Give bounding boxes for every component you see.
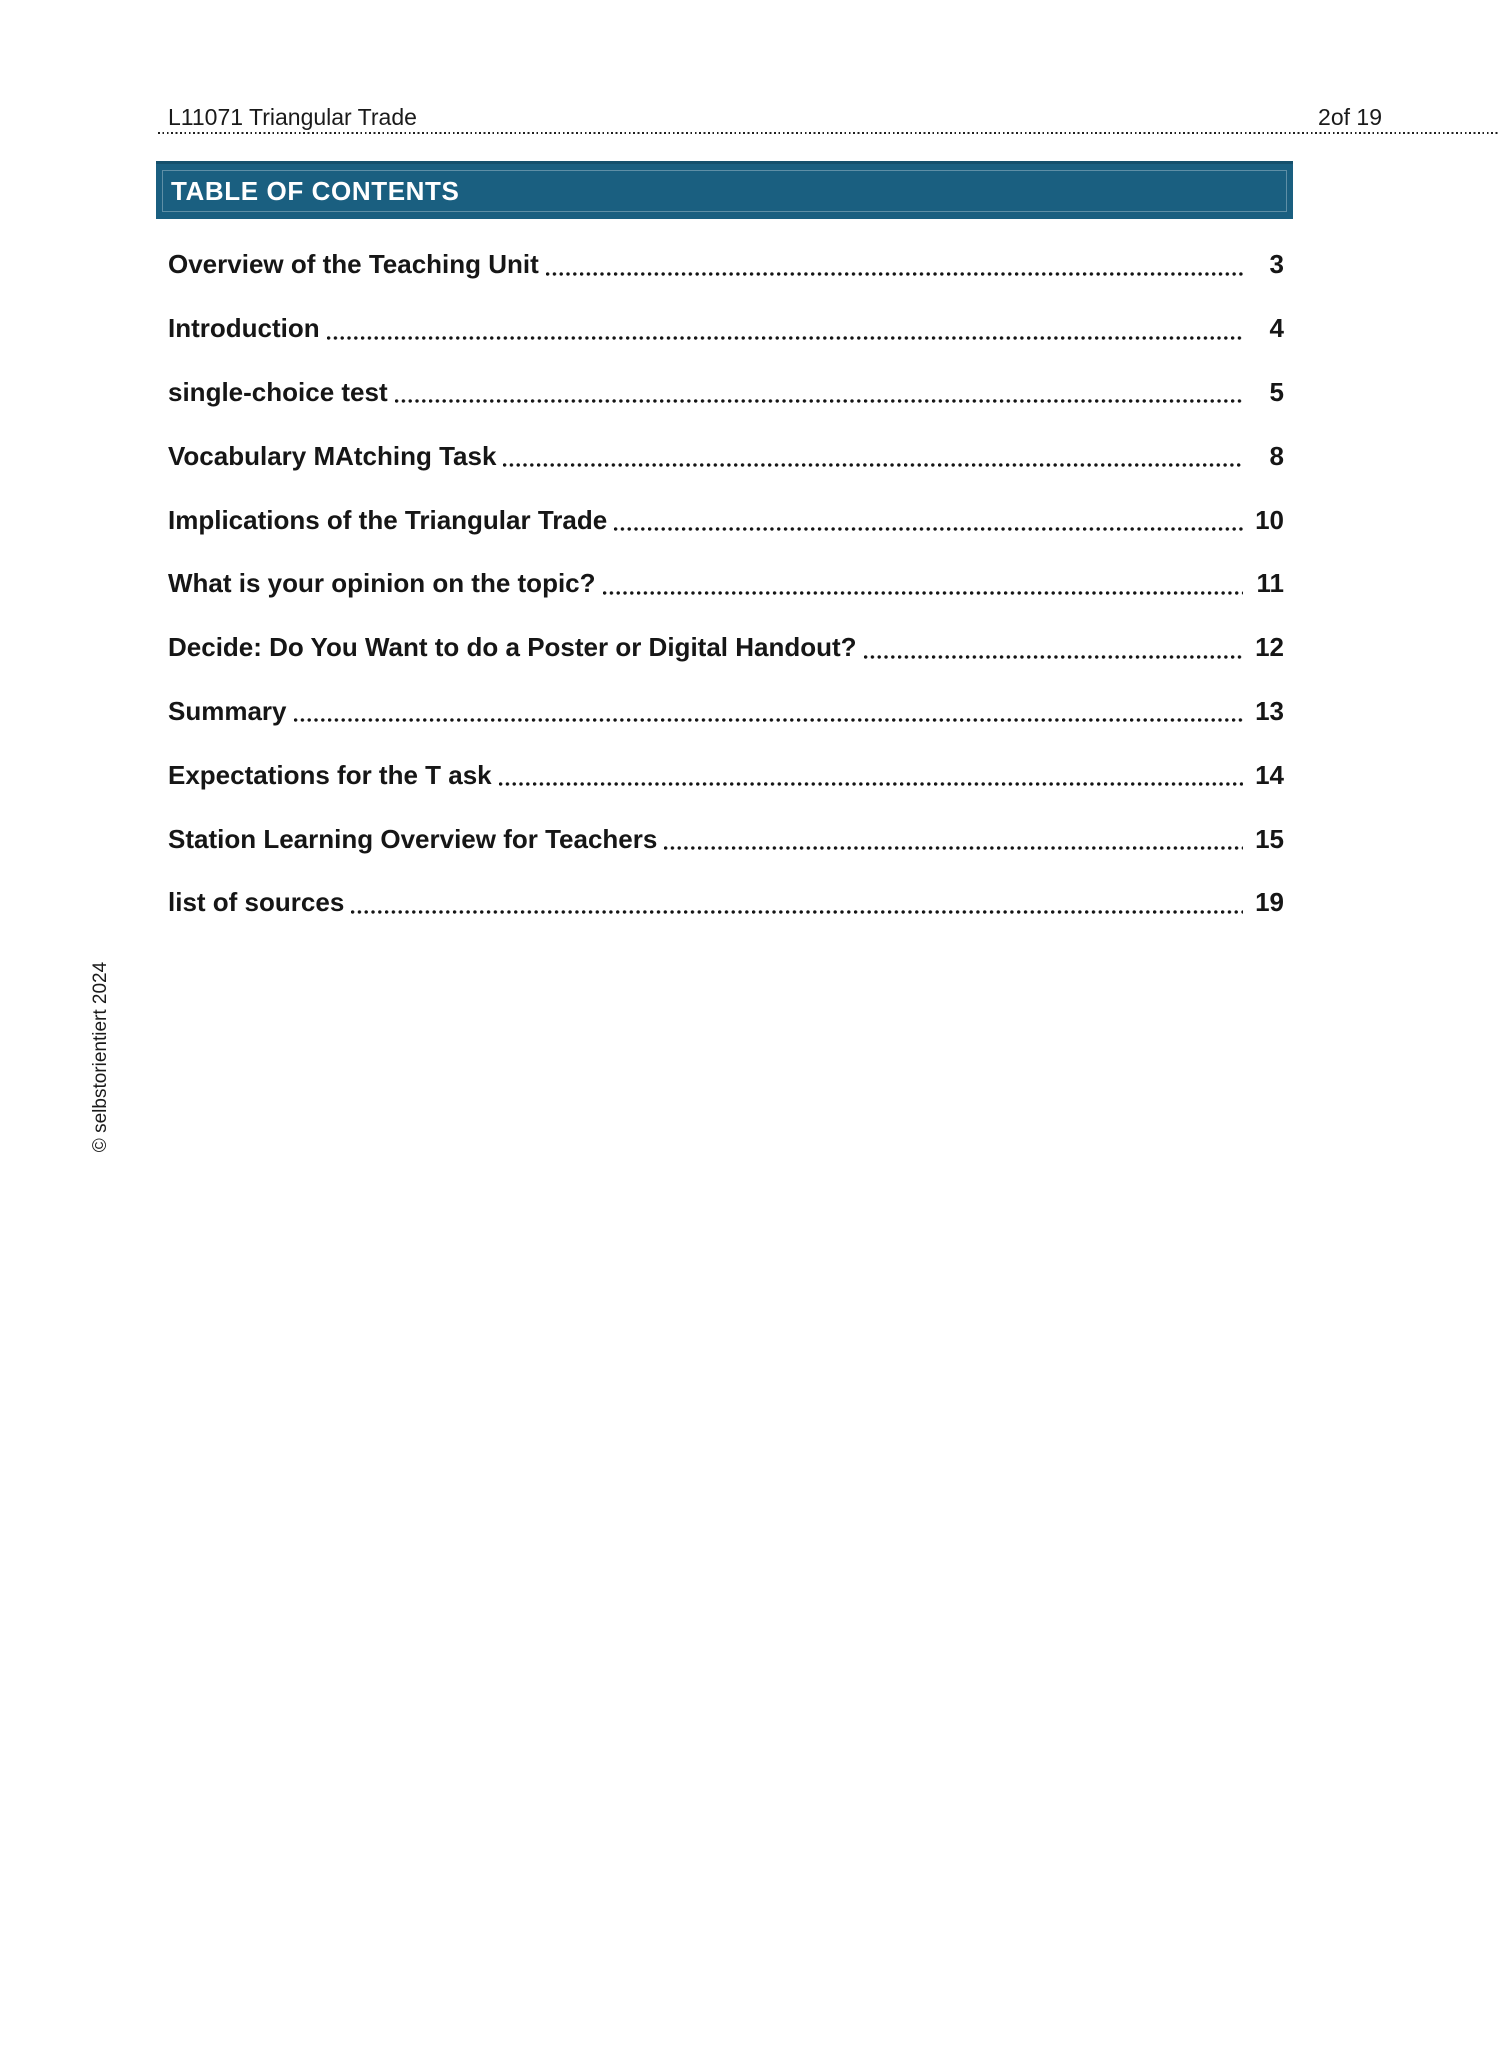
toc-entry[interactable] [168, 680, 1284, 744]
toc-entry-label: single-choice test [168, 376, 388, 407]
toc-entry-dot-leader [614, 488, 1243, 552]
toc-entry-label: Decide: Do You Want to do a Poster or Digital Handout? [168, 632, 857, 663]
toc-entry-page: 11 [1256, 568, 1284, 599]
toc-entry-page: 5 [1269, 376, 1284, 407]
toc-entry-label: Overview of the Teaching Unit [168, 249, 539, 280]
toc-entry-label: Vocabulary MAtching Task [168, 440, 497, 471]
toc-entry[interactable] [168, 424, 1284, 488]
toc-entry-dot-leader [395, 361, 1243, 425]
toc-entry-label: Station Learning Overview for Teachers [168, 823, 658, 854]
toc-entry[interactable] [168, 361, 1284, 425]
toc-entry[interactable] [168, 807, 1284, 871]
toc-entry-dot-leader [351, 871, 1243, 935]
toc-entry-page: 12 [1255, 632, 1284, 663]
toc-entry-label: Implications of the Triangular Trade [168, 504, 608, 535]
toc-entry-label: Summary [168, 695, 287, 726]
toc-entry-page: 14 [1255, 759, 1284, 790]
toc-entry-dot-leader [603, 552, 1243, 616]
toc-entry[interactable] [168, 871, 1284, 935]
toc-entry[interactable] [168, 552, 1284, 616]
toc-entry[interactable] [168, 743, 1284, 807]
toc-entry-page: 10 [1255, 504, 1284, 535]
header-document-code: L11071 Triangular Trade [168, 104, 417, 130]
toc-entry-dot-leader [327, 297, 1243, 361]
toc-entry-dot-leader [864, 616, 1243, 680]
toc-entry-page: 19 [1255, 887, 1284, 918]
copyright-vertical-text: © selbstorientiert 2024 [90, 961, 111, 1153]
toc-title-bar [156, 161, 1293, 219]
toc-entry-page: 13 [1255, 695, 1284, 726]
toc-entry-page: 15 [1255, 823, 1284, 854]
toc-entry-dot-leader [499, 743, 1243, 807]
toc-entry-page: 4 [1269, 313, 1284, 344]
toc-entry[interactable] [168, 488, 1284, 552]
toc-title-bar-inner-border [162, 170, 1287, 212]
toc-entry-label: Expectations for the T ask [168, 759, 492, 790]
toc-entry-label: list of sources [168, 887, 345, 918]
header-page-indicator: 2of 19 [1318, 104, 1382, 130]
header-dotted-rule [158, 132, 1499, 134]
toc-entry[interactable] [168, 297, 1284, 361]
toc-entry-dot-leader [664, 807, 1243, 871]
toc-list [168, 233, 1284, 935]
toc-entry-label: What is your opinion on the topic? [168, 568, 596, 599]
toc-entry[interactable] [168, 616, 1284, 680]
toc-entry[interactable] [168, 233, 1284, 297]
toc-entry-page: 3 [1269, 249, 1284, 280]
toc-entry-page: 8 [1269, 440, 1284, 471]
toc-entry-dot-leader [503, 424, 1243, 488]
toc-title: TABLE OF CONTENTS [171, 175, 460, 206]
toc-entry-label: Introduction [168, 313, 320, 344]
toc-entry-dot-leader [546, 233, 1243, 297]
toc-entry-dot-leader [294, 680, 1244, 744]
